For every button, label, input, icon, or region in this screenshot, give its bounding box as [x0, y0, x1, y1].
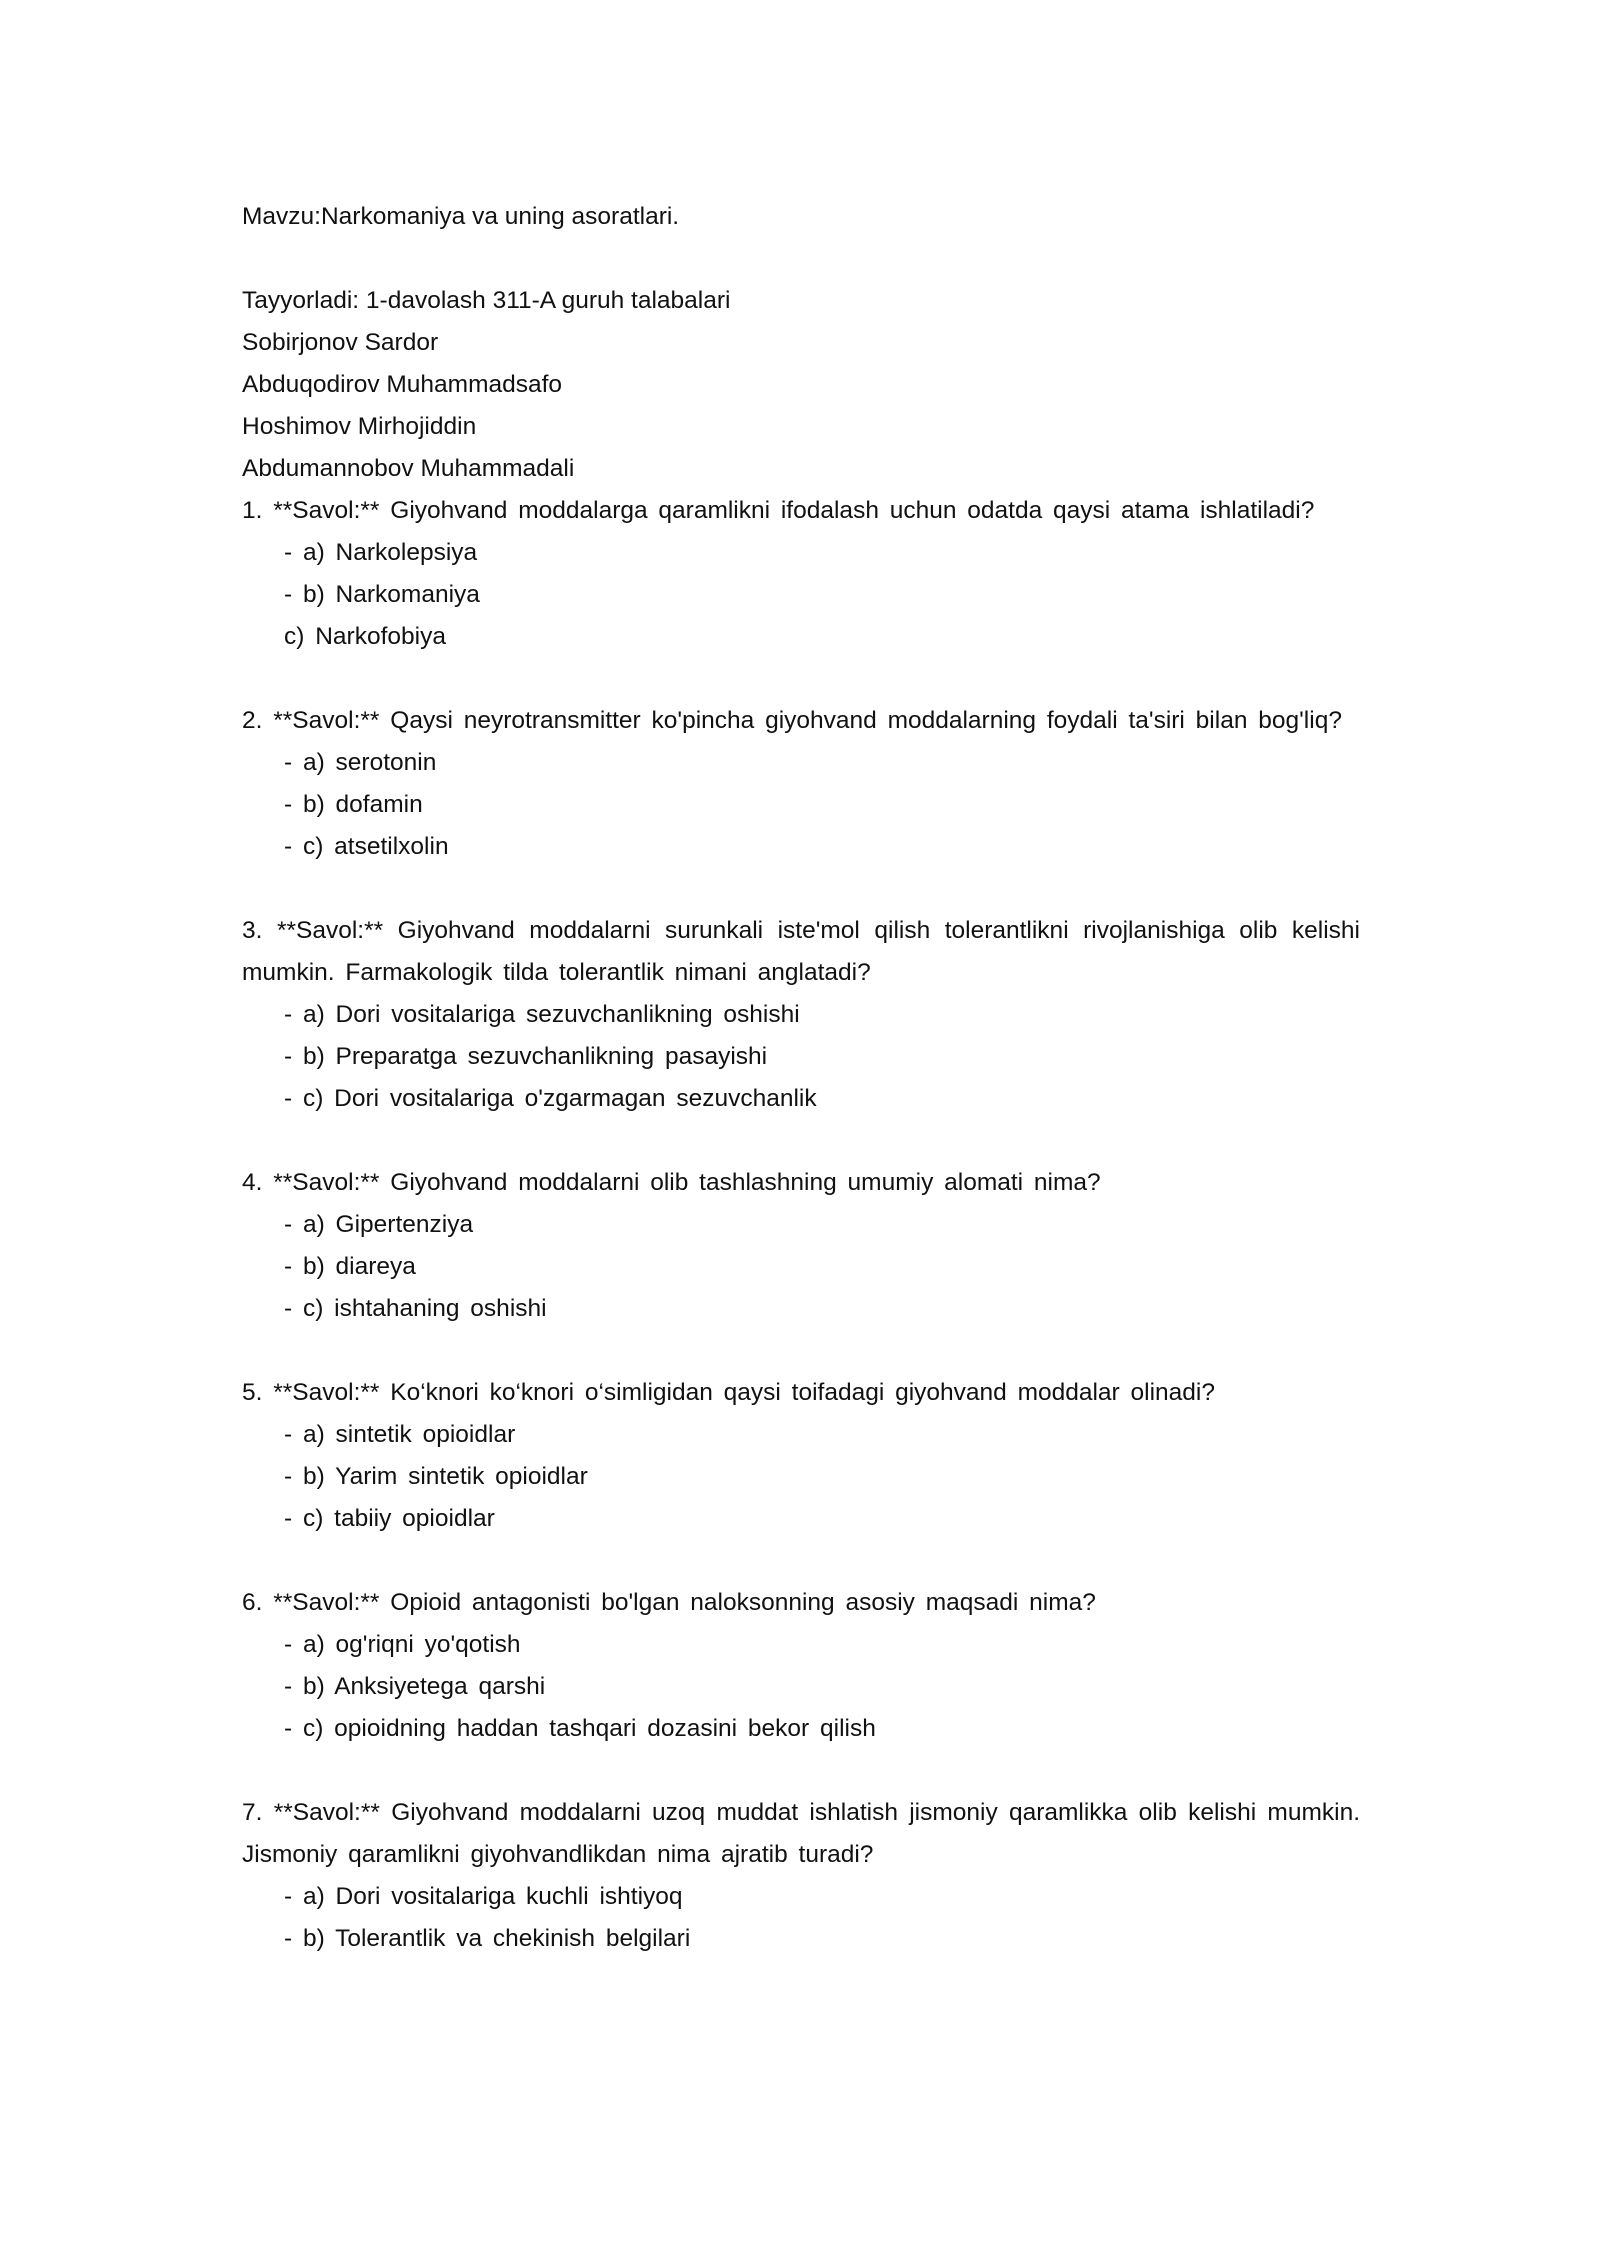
question-2-option-b: - b) dofamin — [284, 791, 423, 818]
question-5-option-b: - b) Yarim sintetik opioidlar — [284, 1463, 588, 1490]
question-5-option-c: - c) tabiiy opioidlar — [284, 1505, 495, 1532]
question-6-option-b: - b) Anksiyetega qarshi — [284, 1673, 546, 1700]
spacer — [242, 238, 1360, 280]
question-1-option-b: - b) Narkomaniya — [284, 581, 480, 608]
question-3-option-b: - b) Preparatga sezuvchanlikning pasayishi — [284, 1043, 768, 1070]
question-1-option-a: - a) Narkolepsiya — [284, 539, 478, 566]
question-4-option-a: - a) Gipertenziya — [284, 1211, 474, 1238]
question-2-option-c: - c) atsetilxolin — [284, 833, 449, 860]
prepared-by-line: Tayyorladi: 1-davolash 311-A guruh talabalari — [242, 287, 731, 314]
document-body — [242, 196, 1360, 1960]
question-3-option-c: - c) Dori vositalariga o'zgarmagan sezuvchanlik — [284, 1085, 817, 1112]
document-title: Mavzu:Narkomaniya va uning asoratlari. — [242, 203, 680, 230]
author-name: Abdumannobov Muhammadali — [242, 455, 575, 482]
question-7-text: 7. **Savol:** Giyohvand moddalarni uzoq muddat ishlatish jismoniy qaramlikka olib kelishi mumkin. Jismoniy qaramlikni giyohvandlikdan nima ajratib turadi? — [242, 1799, 1360, 1868]
question-6-option-a: - a) og'riqni yo'qotish — [284, 1631, 521, 1658]
question-7-option-b: - b) Tolerantlik va chekinish belgilari — [284, 1925, 691, 1952]
question-7-option-a: - a) Dori vositalariga kuchli ishtiyoq — [284, 1883, 683, 1910]
spacer — [242, 658, 1360, 700]
spacer — [242, 1120, 1360, 1162]
question-2-option-a: - a) serotonin — [284, 749, 437, 776]
question-3-option-a: - a) Dori vositalariga sezuvchanlikning oshishi — [284, 1001, 800, 1028]
author-name: Sobirjonov Sardor — [242, 329, 439, 356]
question-4-text: 4. **Savol:** Giyohvand moddalarni olib tashlashning umumiy alomati nima? — [242, 1169, 1101, 1196]
spacer — [242, 1330, 1360, 1372]
question-5-text: 5. **Savol:** Ko‘knori ko‘knori o‘simligidan qaysi toifadagi giyohvand moddalar olinadi? — [242, 1379, 1215, 1406]
question-5-option-a: - a) sintetik opioidlar — [284, 1421, 516, 1448]
question-6-option-c: - c) opioidning haddan tashqari dozasini bekor qilish — [284, 1715, 876, 1742]
spacer — [242, 1750, 1360, 1792]
spacer — [242, 1540, 1360, 1582]
question-4-option-b: - b) diareya — [284, 1253, 416, 1280]
question-1-text: 1. **Savol:** Giyohvand moddalarga qaramlikni ifodalash uchun odatda qaysi atama ishlatiladi? — [242, 497, 1315, 524]
spacer — [242, 868, 1360, 910]
author-name: Abduqodirov Muhammadsafo — [242, 371, 563, 398]
question-1-option-c: c) Narkofobiya — [284, 623, 446, 650]
question-4-option-c: - c) ishtahaning oshishi — [284, 1295, 547, 1322]
question-6-text: 6. **Savol:** Opioid antagonisti bo'lgan naloksonning asosiy maqsadi nima? — [242, 1589, 1096, 1616]
question-3-text: 3. **Savol:** Giyohvand moddalarni surunkali iste'mol qilish tolerantlikni rivojlanishiga olib kelishi mumkin. Farmakologik tilda tolerantlik nimani anglatadi? — [242, 917, 1360, 986]
author-name: Hoshimov Mirhojiddin — [242, 413, 477, 440]
question-2-text: 2. **Savol:** Qaysi neyrotransmitter ko'pincha giyohvand moddalarning foydali ta'siri bilan bog'liq? — [242, 707, 1342, 734]
